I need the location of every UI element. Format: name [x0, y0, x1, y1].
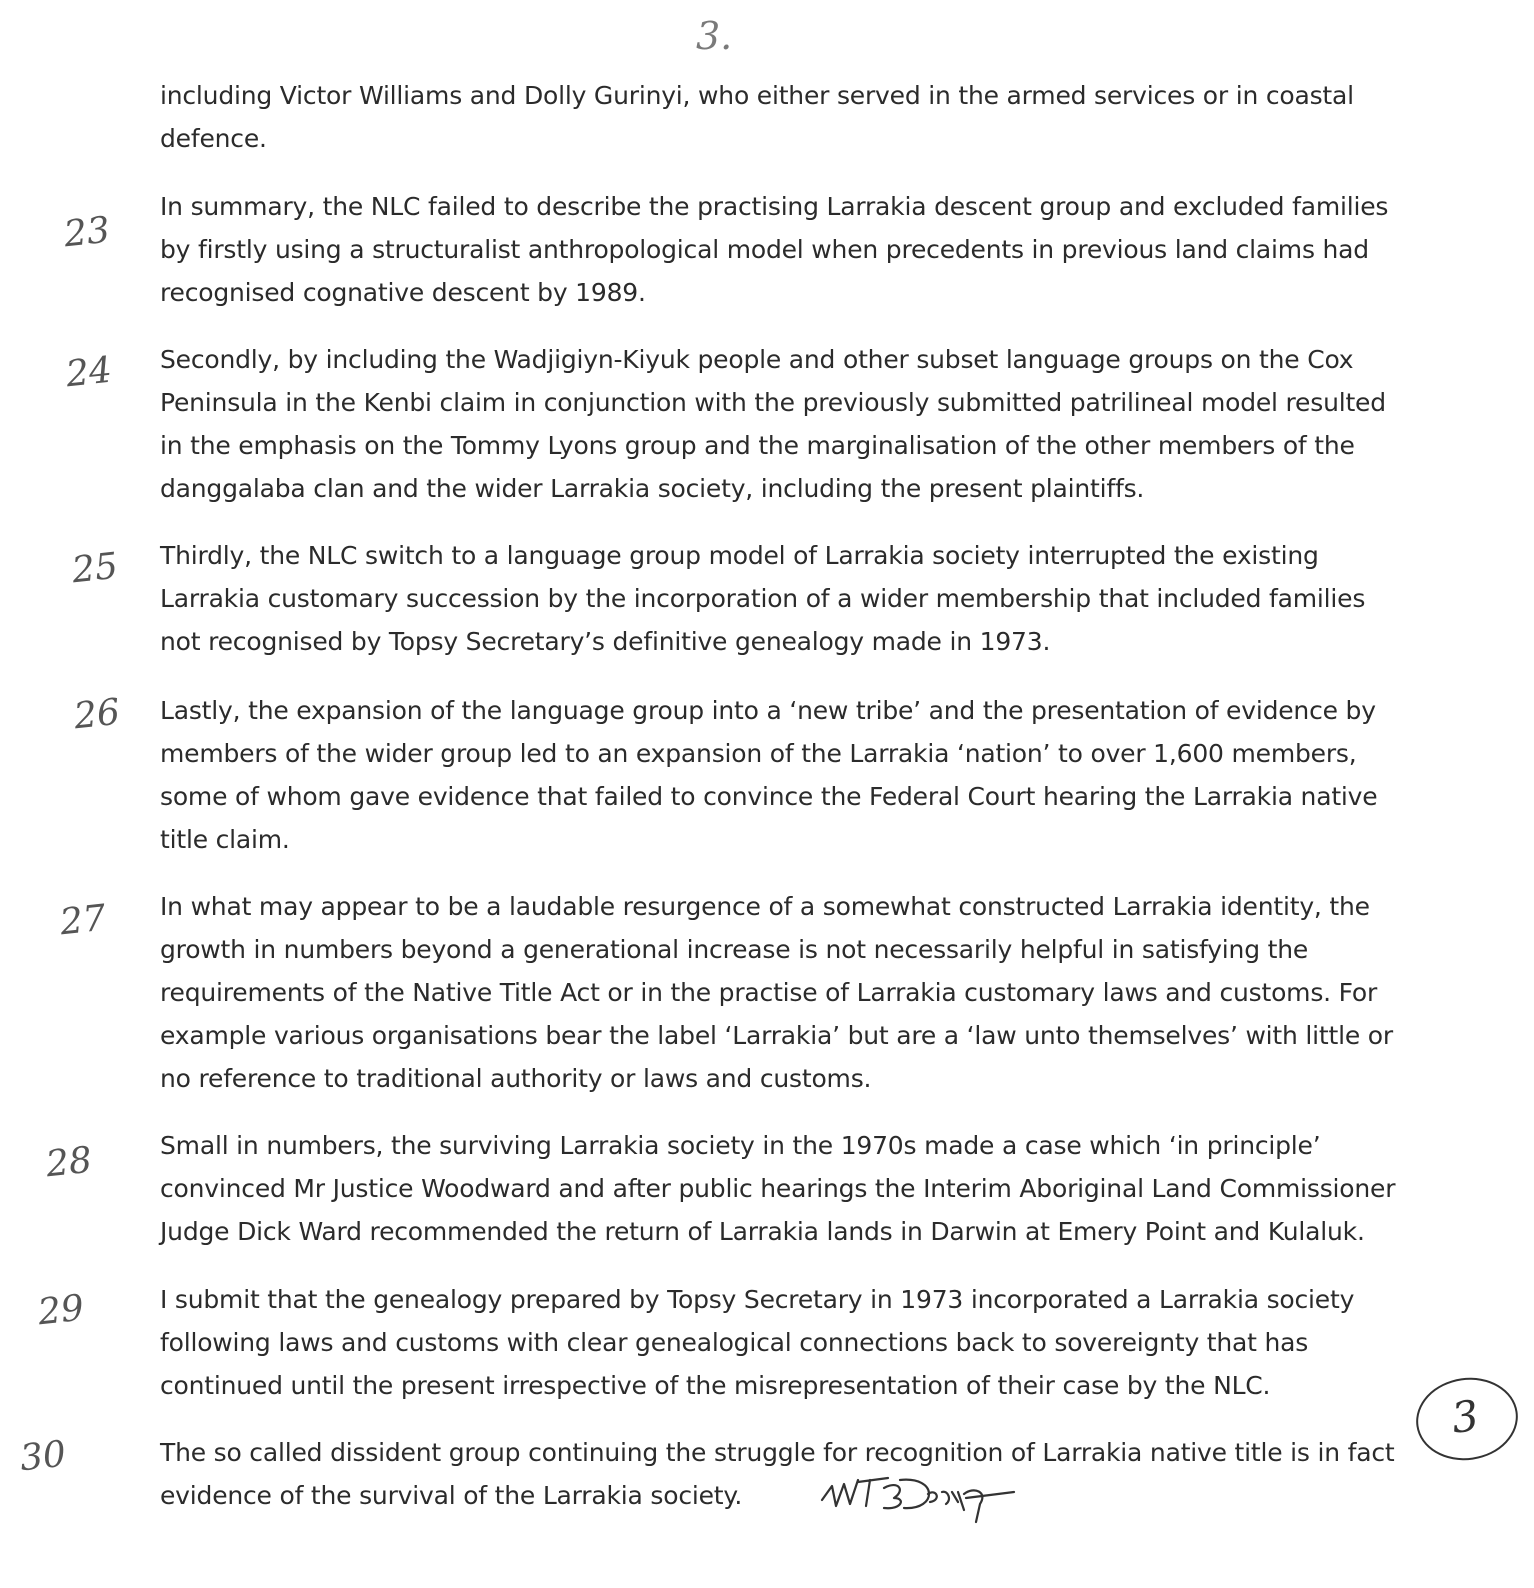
paragraph-line: The so called dissident group continuing the struggle for recognition of Larrakia native title is in fact	[160, 1438, 1395, 1467]
paragraph-line: Judge Dick Ward recommended the return of Larrakia lands in Darwin at Emery Point and Kulaluk.	[160, 1217, 1365, 1246]
paragraph-number-26: 26	[71, 691, 122, 738]
paragraph-line: Larrakia customary succession by the incorporation of a wider membership that included families	[160, 584, 1366, 613]
paragraph-number-28: 28	[43, 1139, 94, 1186]
circled-page-number-text: 3	[1448, 1390, 1482, 1443]
paragraph-line: evidence of the survival of the Larrakia society.	[160, 1481, 743, 1510]
paragraph-line: not recognised by Topsy Secretary’s definitive genealogy made in 1973.	[160, 627, 1051, 656]
paragraph-27	[160, 885, 1410, 1100]
paragraph-29	[160, 1278, 1410, 1407]
paragraph-line: Secondly, by including the Wadjigiyn-Kiyuk people and other subset language groups on the Cox	[160, 345, 1354, 374]
paragraph-line: defence.	[160, 124, 267, 153]
paragraph-number-23: 23	[61, 209, 112, 256]
paragraph-number-24: 24	[63, 349, 114, 396]
handwritten-page-number: 3.	[696, 14, 733, 58]
paragraph-24	[160, 338, 1410, 510]
paragraph-line: title claim.	[160, 825, 290, 854]
paragraph-number-25: 25	[69, 545, 120, 592]
paragraph-line: Thirdly, the NLC switch to a language group model of Larrakia society interrupted the existing	[160, 541, 1319, 570]
paragraph-number-30: 30	[17, 1433, 68, 1480]
paragraph-line: no reference to traditional authority or laws and customs.	[160, 1064, 872, 1093]
paragraph-line: recognised cognative descent by 1989.	[160, 278, 646, 307]
paragraph-line: Peninsula in the Kenbi claim in conjunction with the previously submitted patrilineal model resulted	[160, 388, 1386, 417]
paragraph-line: including Victor Williams and Dolly Gurinyi, who either served in the armed services or in coastal	[160, 81, 1354, 110]
paragraph-line: Lastly, the expansion of the language group into a ‘new tribe’ and the presentation of evidence by	[160, 696, 1376, 725]
paragraph-30	[160, 1431, 1410, 1517]
paragraph-line: members of the wider group led to an expansion of the Larrakia ‘nation’ to over 1,600 members,	[160, 739, 1357, 768]
paragraph-line: I submit that the genealogy prepared by Topsy Secretary in 1973 incorporated a Larrakia society	[160, 1285, 1355, 1314]
paragraph-line: in the emphasis on the Tommy Lyons group and the marginalisation of the other members of the	[160, 431, 1355, 460]
paragraph-line: In summary, the NLC failed to describe the practising Larrakia descent group and excluded families	[160, 192, 1389, 221]
paragraph-line: requirements of the Native Title Act or in the practise of Larrakia customary laws and customs. For	[160, 978, 1378, 1007]
paragraph-line: In what may appear to be a laudable resurgence of a somewhat constructed Larrakia identity, the	[160, 892, 1370, 921]
paragraph-25	[160, 534, 1410, 663]
paragraph-line: following laws and customs with clear genealogical connections back to sovereignty that has	[160, 1328, 1309, 1357]
handwritten-signature	[818, 1470, 1048, 1530]
paragraph-26	[160, 689, 1410, 861]
circled-page-number	[1411, 1371, 1523, 1466]
paragraph-line: example various organisations bear the label ‘Larrakia’ but are a ‘law unto themselves’ with little or	[160, 1021, 1393, 1050]
paragraph-number-27: 27	[57, 897, 108, 944]
paragraph-line: by firstly using a structuralist anthropological model when precedents in previous land claims had	[160, 235, 1369, 264]
paragraph-line: some of whom gave evidence that failed to convince the Federal Court hearing the Larrakia native	[160, 782, 1378, 811]
paragraph-line: Small in numbers, the surviving Larrakia society in the 1970s made a case which ‘in principle’	[160, 1131, 1321, 1160]
paragraph-line: convinced Mr Justice Woodward and after public hearings the Interim Aboriginal Land Commissioner	[160, 1174, 1396, 1203]
paragraph-line: continued until the present irrespective of the misrepresentation of their case by the NLC.	[160, 1371, 1271, 1400]
paragraph-number-29: 29	[35, 1287, 86, 1334]
paragraph-23	[160, 185, 1410, 314]
paragraph-28	[160, 1124, 1410, 1253]
paragraph-line: growth in numbers beyond a generational increase is not necessarily helpful in satisfying the	[160, 935, 1309, 964]
paragraph-line: danggalaba clan and the wider Larrakia society, including the present plaintiffs.	[160, 474, 1145, 503]
paragraph-continuation	[160, 74, 1410, 160]
